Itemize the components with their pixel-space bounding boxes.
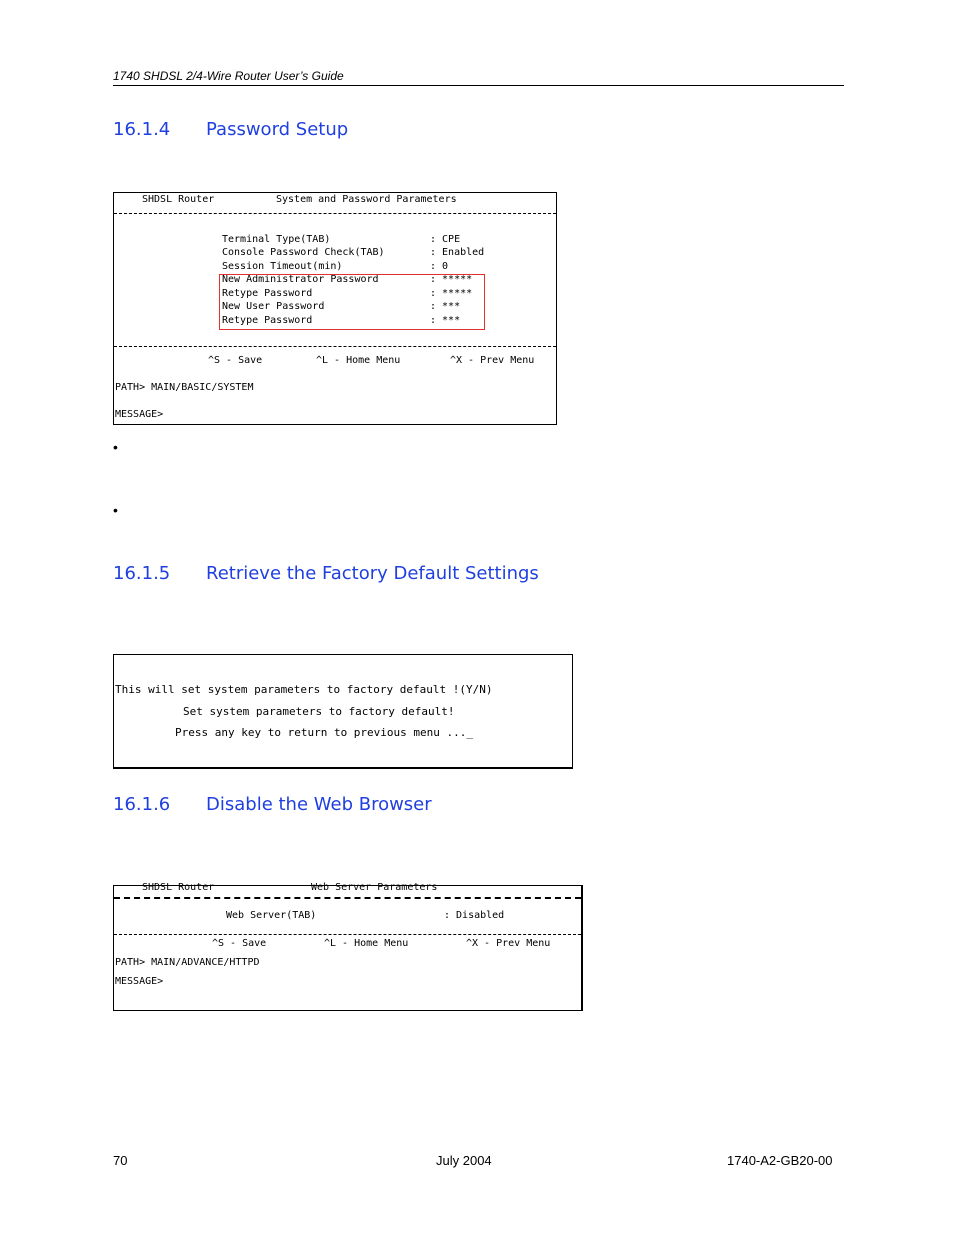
field-value-terminal-type: : CPE: [430, 234, 461, 245]
section-number: 16.1.5: [113, 563, 171, 584]
terminal-screen-password: [113, 192, 557, 425]
section-number: 16.1.4: [113, 119, 171, 140]
screen-divider-top: [114, 213, 556, 214]
field-label-retype-admin: Retype Password: [222, 288, 313, 299]
field-value-console-password: : Enabled: [430, 247, 485, 258]
terminal-screen-web-server: [113, 882, 583, 1011]
screen-right-title: System and Password Parameters: [276, 194, 457, 205]
field-label-console-password: Console Password Check(TAB): [222, 247, 385, 258]
section-title: Disable the Web Browser: [206, 794, 432, 815]
message-line: MESSAGE>: [115, 409, 164, 420]
factory-prompt-line: This will set system parameters to factory default !(Y/N): [115, 683, 493, 696]
terminal-screen-factory-default: [113, 654, 573, 769]
screen-right-title: Web Server Parameters: [311, 882, 438, 893]
factory-confirm-line: Set system parameters to factory default!: [183, 705, 455, 718]
screen-left-title: SHDSL Router: [142, 882, 215, 893]
field-label-admin-password: New Administrator Password: [222, 274, 379, 285]
section-heading-password-setup: [113, 119, 348, 140]
field-value-retype-admin: : *****: [430, 288, 473, 299]
menu-prev: ^X - Prev Menu: [466, 938, 551, 949]
screen-left-title: SHDSL Router: [142, 194, 215, 205]
footer-date: July 2004: [436, 1153, 492, 1168]
field-value-session-timeout: : 0: [430, 261, 449, 272]
field-value-retype-user: : ***: [430, 315, 461, 326]
screen-divider-bottom: [114, 934, 581, 935]
section-title: Password Setup: [206, 119, 349, 140]
field-label-retype-user: Retype Password: [222, 315, 313, 326]
message-line: MESSAGE>: [115, 976, 164, 987]
bullet-1: •: [113, 439, 118, 455]
screen-divider-top: [114, 897, 581, 899]
menu-save: ^S - Save: [212, 938, 267, 949]
header-rule: [113, 85, 844, 86]
field-value-admin-password: : *****: [430, 274, 473, 285]
field-value-web-server: : Disabled: [444, 910, 505, 921]
menu-prev: ^X - Prev Menu: [450, 355, 535, 366]
footer-page-number: 70: [113, 1153, 128, 1168]
field-label-user-password: New User Password: [222, 301, 325, 312]
menu-home: ^L - Home Menu: [324, 938, 409, 949]
field-value-user-password: : ***: [430, 301, 461, 312]
footer-doc-id: 1740-A2-GB20-00: [727, 1153, 833, 1168]
section-heading-disable-web: [113, 794, 432, 815]
screen-divider-bottom: [114, 346, 556, 347]
factory-return-line: Press any key to return to previous menu ..._: [175, 726, 474, 739]
field-label-terminal-type: Terminal Type(TAB): [222, 234, 331, 245]
field-label-web-server: Web Server(TAB): [226, 910, 317, 921]
menu-home: ^L - Home Menu: [316, 355, 401, 366]
section-title: Retrieve the Factory Default Settings: [206, 563, 539, 584]
section-number: 16.1.6: [113, 794, 171, 815]
bullet-2: •: [113, 502, 118, 518]
running-header: 1740 SHDSL 2/4-Wire Router User’s Guide: [113, 69, 344, 83]
path-line: PATH> MAIN/BASIC/SYSTEM: [115, 382, 254, 393]
field-label-session-timeout: Session Timeout(min): [222, 261, 343, 272]
path-line: PATH> MAIN/ADVANCE/HTTPD: [115, 957, 260, 968]
password-highlight-box: [219, 274, 485, 330]
section-heading-factory-default: [113, 563, 539, 584]
menu-save: ^S - Save: [208, 355, 263, 366]
